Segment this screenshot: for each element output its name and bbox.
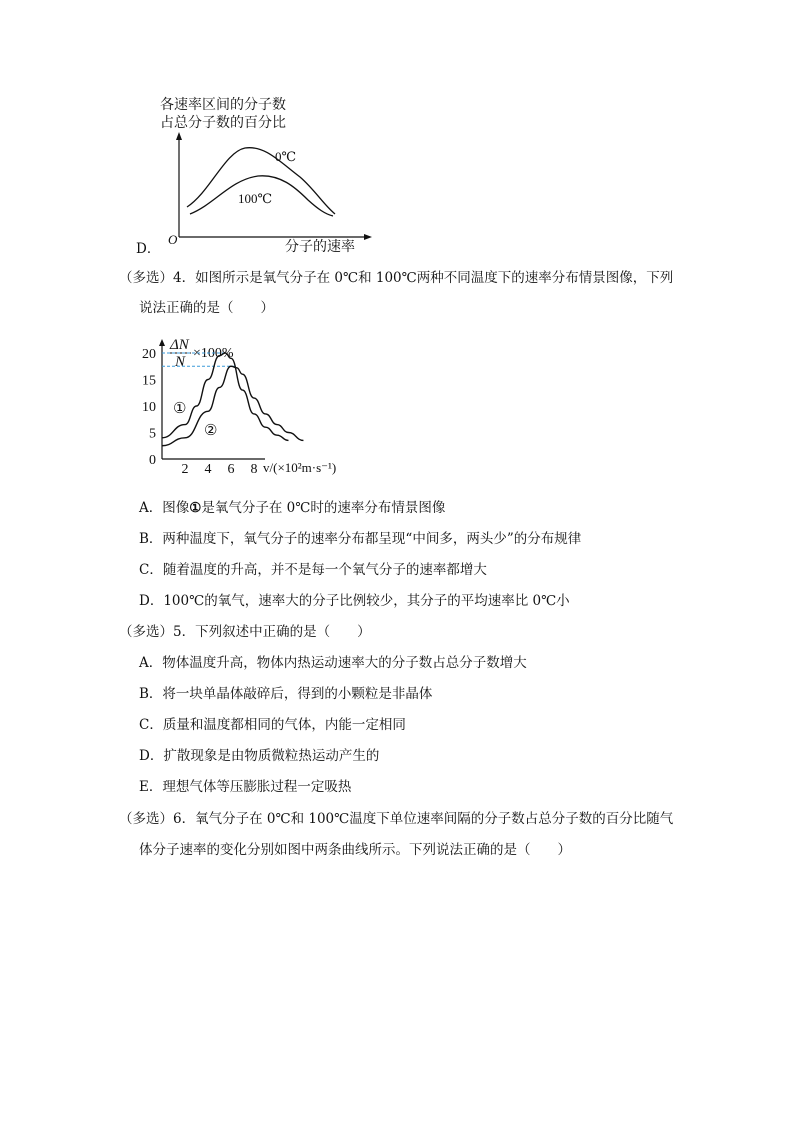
- q5-stem: （多选）5．下列叙述中正确的是（ ）: [119, 624, 371, 640]
- y-axis-arrow: [159, 339, 165, 346]
- y-axis-label-line2: 占总分子数的百分比: [160, 116, 286, 131]
- q5-option-b: [139, 684, 432, 704]
- origin-label: O: [168, 232, 178, 247]
- option-text: 将一块单晶体敲碎后，得到的小颗粒是非晶体: [162, 686, 433, 702]
- q5-option-c: [139, 715, 406, 735]
- q4-stem-line1: （多选）4．如图所示是氧气分子在 0℃和 100℃两种不同温度下的速率分布情景图像，下列: [119, 270, 674, 286]
- option-d-label: D．: [136, 241, 161, 257]
- y-tick-label: 0: [149, 453, 156, 468]
- option-letter: E．: [139, 779, 163, 795]
- q4-speed-distribution-chart: [140, 333, 360, 483]
- x-tick-label: 8: [250, 462, 258, 477]
- circled-one-mark: ①: [189, 500, 202, 516]
- q5-option-d: [139, 746, 379, 766]
- option-letter: B．: [139, 531, 163, 547]
- option-text: 物体温度升高，物体内热运动速率大的分子数占总分子数增大: [162, 655, 527, 671]
- option-letter: B．: [139, 686, 163, 702]
- option-text: 理想气体等压膨胀过程一定吸热: [162, 779, 352, 795]
- x-tick-label: 4: [204, 462, 212, 477]
- option-letter: D．: [139, 748, 164, 764]
- y-axis-label-numerator: ΔN: [170, 337, 189, 353]
- curve1-label: ①: [173, 401, 187, 417]
- option-d-figure: [130, 92, 380, 260]
- y-axis-arrow: [176, 132, 182, 140]
- x-axis-label: 分子的速率: [285, 240, 355, 255]
- velocity-distribution-diagram: [130, 92, 380, 260]
- option-letter: C．: [139, 562, 163, 578]
- option-letter: A．: [139, 655, 163, 671]
- option-text: 随着温度的升高，并不是每一个氧气分子的速率都增大: [162, 562, 487, 578]
- option-text: 扩散现象是由物质微粒热运动产生的: [163, 748, 380, 764]
- q6-stem-line2: 体分子速率的变化分别如图中两条曲线所示。下列说法正确的是（ ）: [139, 842, 571, 858]
- q4-stem-line2: 说法正确的是（ ）: [139, 300, 274, 316]
- option-letter: C．: [139, 717, 163, 733]
- q4-option-d: [139, 591, 570, 611]
- q4-option-c: [139, 560, 487, 580]
- option-text: 100℃的氧气，速率大的分子比例较少，其分子的平均速率比 0℃小: [163, 593, 570, 609]
- y-axis-label-suffix: ×100%: [193, 346, 234, 361]
- y-tick-label: 20: [142, 347, 156, 362]
- option-text: 两种温度下，氧气分子的速率分布都呈现“中间多，两头少”的分布规律: [162, 531, 582, 547]
- option-text-post: 是氧气分子在 0℃时的速率分布情景图像: [201, 500, 446, 516]
- x-axis-arrow: [364, 234, 372, 240]
- q4-option-a: [139, 498, 445, 518]
- x-tick-label: 2: [181, 462, 189, 477]
- y-tick-label: 10: [142, 400, 156, 415]
- option-letter: D．: [139, 593, 164, 609]
- option-text: 质量和温度都相同的气体，内能一定相同: [162, 717, 406, 733]
- x-axis-label: v/(×10²m·s⁻¹): [263, 460, 337, 475]
- y-tick-label: 15: [142, 373, 156, 389]
- y-tick-label: 5: [149, 426, 156, 442]
- y-axis-label-line1: 各速率区间的分子数: [160, 98, 286, 113]
- curve-label-0c: 0℃: [275, 149, 297, 164]
- y-tick-labels: [142, 347, 156, 468]
- q4-option-b: [139, 529, 581, 549]
- y-axis-label-denominator: N: [175, 354, 186, 370]
- q6-stem-line1: （多选）6．氧气分子在 0℃和 100℃温度下单位速率间隔的分子数占总分子数的百分比随气: [119, 811, 674, 827]
- curve-label-100c: 100℃: [238, 191, 273, 206]
- x-tick-label: 6: [227, 462, 235, 477]
- q5-option-a: [139, 653, 527, 673]
- q5-option-e: [139, 777, 351, 797]
- curve2-label: ②: [204, 423, 218, 439]
- option-text-pre: 图像: [162, 500, 190, 516]
- option-letter: A．: [139, 500, 163, 516]
- x-tick-labels: [182, 462, 258, 477]
